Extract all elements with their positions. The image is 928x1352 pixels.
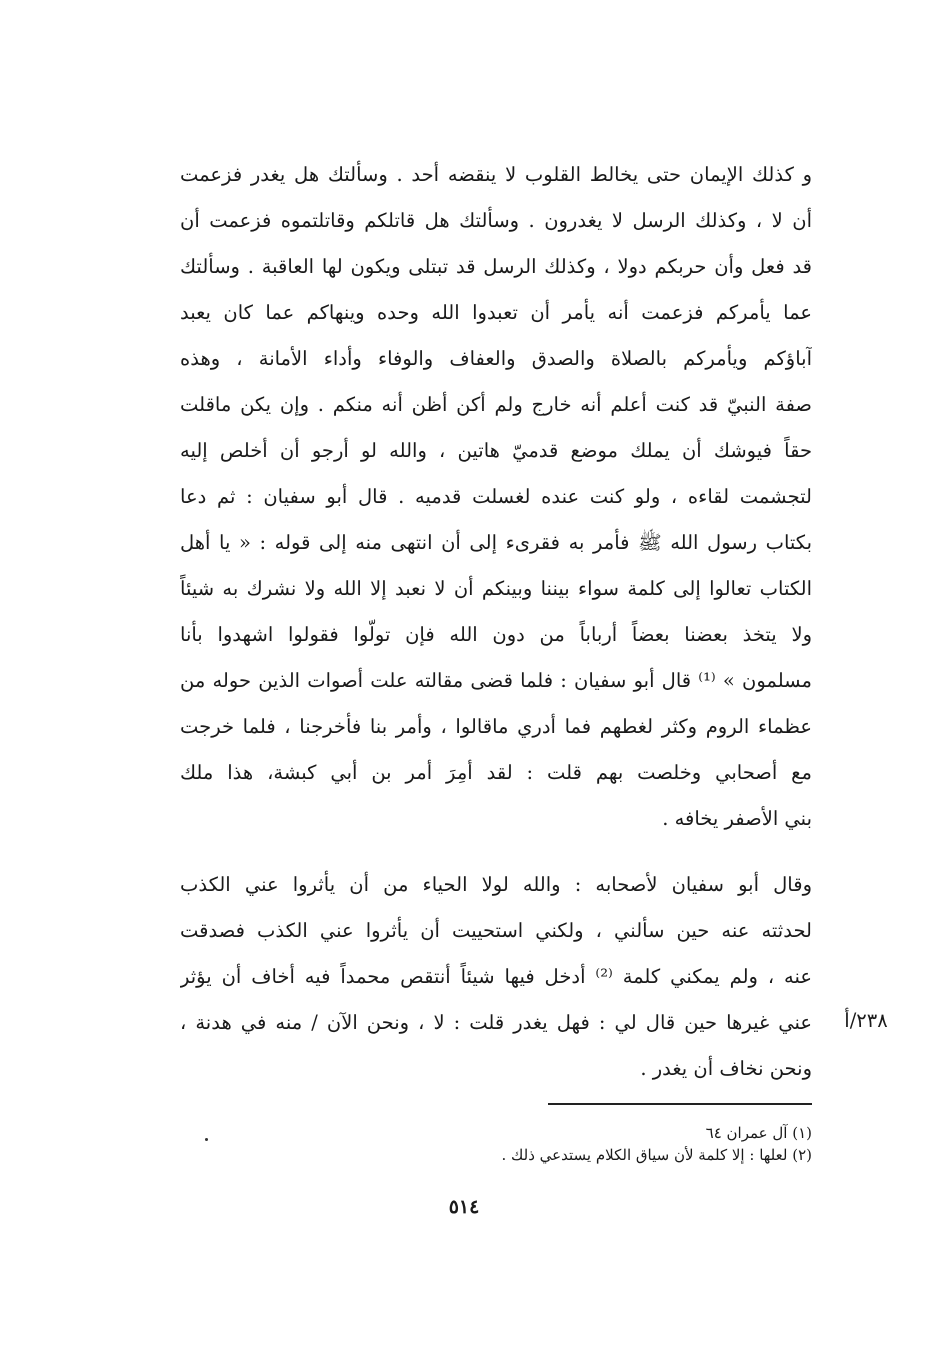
text-line: عظماء الروم وكثر لغطهم فما أدري ماقالوا ، وأمر بنا فأخرجنا ، فلما خرجت	[180, 715, 812, 738]
paragraph-2	[180, 862, 812, 1092]
text-line: عنه ، ولم يمكني كلمة ⁽²⁾ أدخل فيها شيئاً أنتقص محمداً فيه أخاف أن يؤثر	[180, 965, 812, 988]
text-line: و كذلك الإيمان حتى يخالط القلوب لا ينقضه أحد . وسألتك هل يغدر فزعمت	[180, 163, 812, 186]
footnote-2: (٢) لعلها : إلا كلمة لأن سياق الكلام يستدعي ذلك .	[501, 1146, 812, 1164]
text-line: مع أصحابي وخلصت بهم قلت : لقد أمِرَ أمر بن أبي كبشة، هذا ملك	[180, 761, 812, 784]
text-line: قد فعل وأن حربكم دولا ، وكذلك الرسل قد تبتلى ويكون لها العاقبة . وسألتك	[180, 255, 812, 278]
text-line: مسلمون » ⁽¹⁾ قال أبو سفيان : فلما قضى مقالته علت أصوات الذين حوله من	[180, 669, 812, 692]
text-line: وقال أبو سفيان لأصحابه : والله لولا الحياء من أن يأثروا عني الكذب	[180, 873, 812, 896]
text-line: لحدثته عنه حين سألني ، ولكني استحييت أن يأثروا عني الكذب فصدقت	[180, 919, 812, 942]
text-line: حقاً فيوشك أن يملك موضع قدميّ هاتين ، والله لو أرجو أن أخلص إليه	[180, 439, 812, 462]
text-line: آباؤكم ويأمركم بالصلاة والصدق والعفاف والوفاء وأداء الأمانة ، وهذه	[180, 347, 812, 370]
text-line: عني غيرها حين قال لي : فهل يغدر قلت : لا ، ونحن الآن / منه في هدنة ،	[180, 1011, 812, 1034]
text-line: ولا يتخذ بعضنا بعضاً أرباباً من دون الله فإن تولّوا فقولوا اشهدوا بأنا	[180, 623, 812, 646]
footnote-1: (١) آل عمران ٦٤	[705, 1124, 812, 1142]
scan-speck	[205, 1138, 208, 1141]
text-line: صفة النبيّ قد كنت أعلم أنه خارج ولم أكن أظن أنه منكم . وإن يكن ماقلت	[180, 393, 812, 416]
text-line: الكتاب تعالوا إلى كلمة سواء بيننا وبينكم أن لا نعبد إلا الله ولا نشرك به شيئاً	[180, 577, 812, 600]
text-line: ونحن نخاف أن يغدر .	[640, 1057, 812, 1080]
page-number: ٥١٤	[448, 1196, 480, 1218]
text-line: لتجشمت لقاءه ، ولو كنت عنده لغسلت قدميه . قال أبو سفيان : ثم دعا	[180, 485, 812, 508]
footnote-separator	[548, 1103, 812, 1105]
paragraph-1	[180, 152, 812, 842]
footnotes	[380, 1122, 812, 1166]
margin-reference: ٢٣٨/أ	[844, 1009, 888, 1032]
text-line: أن لا ، وكذلك الرسل لا يغدرون . وسألتك هل قاتلكم وقاتلتموه فزعمت أن	[180, 209, 812, 232]
text-line: عما يأمركم فزعمت أنه يأمر أن تعبدوا الله وحده وينهاكم عما كان يعبد	[180, 301, 812, 324]
text-line: بني الأصفر يخافه .	[662, 807, 812, 830]
text-line: بكتاب رسول الله ﷺ فأمر به فقرىء إلى أن انتهى منه إلى قوله : « يا أهل	[180, 531, 812, 554]
